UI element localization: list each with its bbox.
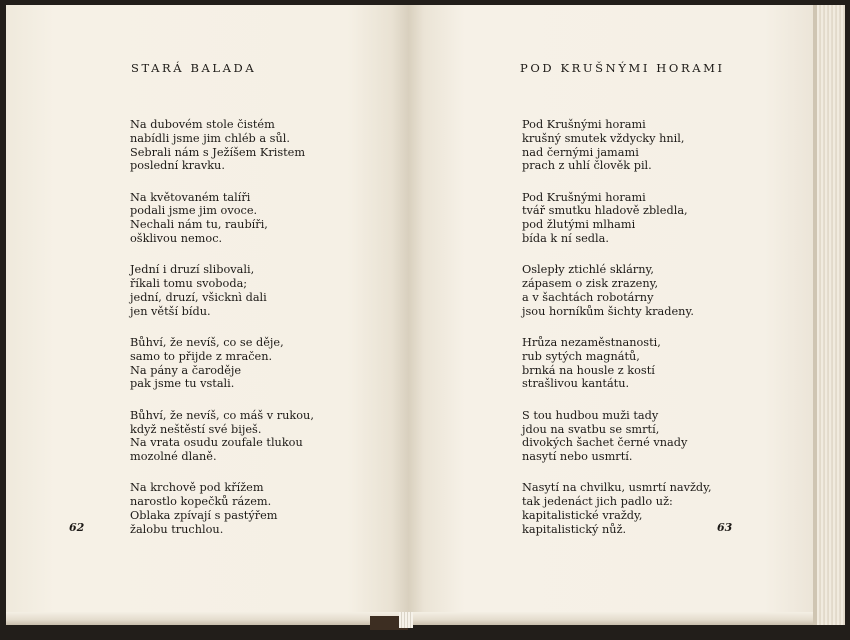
poem-line: tak jedenáct jich padlo už: [522, 495, 673, 509]
poem-line: bída k ní sedla. [522, 232, 609, 246]
poem-line: Bůhví, že nevíš, co máš v rukou, [130, 408, 314, 422]
poem-line: jední, druzí, všicknì dali [130, 290, 267, 304]
poem-line: nabídli jsme jim chléb a sůl. [130, 131, 290, 145]
stanza [130, 336, 314, 391]
poem-line: pak jsme tu vstali. [130, 377, 235, 391]
poem-line: Pod Krušnými horami [522, 118, 646, 131]
poem-line: Na květovaném talíři [130, 190, 251, 204]
stanza [522, 409, 712, 464]
poem-line: Oblaka zpívají s pastýřem [130, 509, 278, 523]
poem-line: a v šachtách robotárny [522, 290, 654, 304]
poem-line: ošklivou nemoc. [130, 232, 223, 246]
stanza [522, 118, 712, 173]
poem-line: podali jsme jim ovoce. [130, 204, 258, 218]
stanza [130, 191, 314, 246]
poem-line: strašlivou kantátu. [522, 377, 630, 391]
poem-line: kapitalistické vraždy, [522, 509, 643, 523]
poem-line: pod žlutými mlhami [522, 218, 636, 232]
poem-line: říkali tomu svoboda; [130, 277, 248, 291]
poem-line: Sebrali nám s Ježíšem Kristem [130, 145, 306, 159]
poem-line: rub sytých magnátů, [522, 349, 640, 363]
poem-line: nad černými jamami [522, 145, 639, 159]
stanza [522, 263, 712, 318]
poem-line: nasytí nebo usmrtí. [522, 450, 633, 464]
poem-line: Na pány a čaroděje [130, 363, 242, 377]
poem-line: krušný smutek vždycky hnil, [522, 131, 685, 145]
poem-line: tvář smutku hladově zbledla, [522, 204, 688, 218]
poem-line: Nasytí na chvilku, usmrtí navždy, [522, 481, 712, 495]
poem-line: Na vrata osudu zoufale tlukou [130, 436, 303, 450]
poem-line: narostlo kopečků rázem. [130, 495, 272, 509]
stanza [522, 481, 712, 536]
poem-line: jsou horníkům šichty kradeny. [522, 304, 694, 318]
poem-line: Pod Krušnými horami [522, 190, 646, 204]
poem-body-right [522, 118, 712, 554]
stanza [130, 481, 314, 536]
book-edge-shadow [813, 5, 817, 625]
book-page-edges [813, 5, 845, 625]
poem-line: Na dubovém stole čistém [130, 118, 275, 131]
poem-line: mozolné dlaně. [130, 450, 217, 464]
poem-line: jdou na svatbu se smrtí, [522, 422, 660, 436]
poem-line: žalobu truchlou. [130, 522, 224, 536]
poem-line: S tou hudbou muži tady [522, 408, 659, 422]
poem-line: divokých šachet černé vnady [522, 436, 688, 450]
spine-thread [399, 612, 413, 628]
stanza [130, 263, 314, 318]
poem-line: Nechali nám tu, raubíři, [130, 218, 268, 232]
poem-title-left: STARÁ BALADA [131, 61, 257, 75]
stanza [522, 191, 712, 246]
poem-line: Jední i druzí slibovali, [130, 263, 255, 277]
poem-line: když neštěstí své biješ. [130, 422, 262, 436]
poem-body-left [130, 118, 314, 554]
poem-line: prach z uhlí člověk pil. [522, 159, 652, 173]
stanza [522, 336, 712, 391]
poem-line: Hrůza nezaměstnanosti, [522, 336, 661, 350]
poem-line: samo to přijde z mračen. [130, 349, 273, 363]
poem-line: Oslepły ztichlé sklárny, [522, 263, 654, 277]
page-number-right: 63 [717, 521, 733, 534]
right-page [408, 5, 813, 625]
poem-line: brnká na housle z kostí [522, 363, 655, 377]
page-number-left: 62 [69, 521, 85, 534]
poem-line: zápasem o zisk zrazeny, [522, 277, 659, 291]
left-page [6, 5, 408, 625]
poem-line: Bůhví, že nevíš, co se děje, [130, 336, 284, 350]
poem-line: poslední kravku. [130, 159, 225, 173]
poem-title-right: POD KRUŠNÝMI HORAMI [520, 61, 725, 75]
poem-line: jen větší bídu. [130, 304, 211, 318]
poem-line: Na krchově pod křížem [130, 481, 264, 495]
stanza [130, 409, 314, 464]
poem-line: kapitalistický nůž. [522, 522, 627, 536]
stanza [130, 118, 314, 173]
